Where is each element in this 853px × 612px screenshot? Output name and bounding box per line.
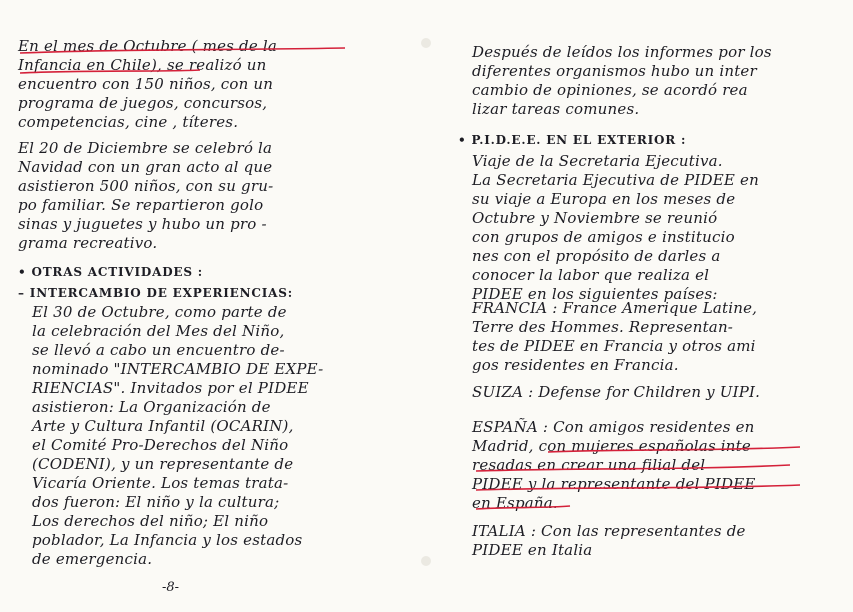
text-line: se llevó a cabo un encuentro de- [32,341,285,359]
text-line: En el mes de Octubre ( mes de la [18,37,278,55]
text-line: de emergencia. [32,550,153,568]
text-line: (CODENI), y un representante de [32,455,294,473]
text-line: PIDEE y la representante del PIDEE [472,475,756,493]
text-line: poblador, La Infancia y los estados [32,531,303,549]
text-line: El 30 de Octubre, como parte de [32,303,287,321]
text-line: Octubre y Noviembre se reunió [472,209,718,227]
text-line: Infancia en Chile), se realizó un [18,56,267,74]
text-line: gos residentes en Francia. [472,356,679,374]
text-line: nominado "INTERCAMBIO DE EXPE- [32,360,324,378]
text-line: po familiar. Se repartieron golo [18,196,264,214]
text-line: Madrid, con mujeres españolas inte [472,437,751,455]
text-line: Arte y Cultura Infantil (OCARIN), [32,417,294,435]
text-line: Los derechos del niño; El niño [32,512,269,530]
text-line: lizar tareas comunes. [472,100,640,118]
text-line: nes con el propósito de darles a [472,247,721,265]
text-line: SUIZA : Defense for Children y UIPI. [472,383,761,401]
text-line: Vicaría Oriente. Los temas trata- [32,474,289,492]
text-line: resadas en crear una filial del [472,456,706,474]
text-line: competencias, cine , títeres. [18,113,239,131]
text-line: dos fueron: El niño y la cultura; [32,493,280,511]
section-heading: • OTRAS ACTIVIDADES : [18,265,204,279]
text-line: cambio de opiniones, se acordó rea [472,81,748,99]
page-number: -8- [162,580,180,595]
binder-hole-bottom [421,556,431,566]
text-line: diferentes organismos hubo un inter [472,62,757,80]
text-line: con grupos de amigos e institucio [472,228,735,246]
text-line: PIDEE en los siguientes países: [472,285,718,303]
text-line: Después de leídos los informes por los [472,43,772,61]
text-line: El 20 de Diciembre se celebró la [18,139,273,157]
text-line: FRANCIA : France Amerique Latine, [472,299,758,317]
text-line: Terre des Hommes. Representan- [472,318,734,336]
text-line: en España. [472,494,558,512]
binder-hole-top [421,38,431,48]
text-line: ITALIA : Con las representantes de [472,522,746,540]
text-line: programa de juegos, concursos, [18,94,268,112]
text-line: PIDEE en Italia [472,541,593,559]
text-line: tes de PIDEE en Francia y otros ami [472,337,756,355]
text-line: la celebración del Mes del Niño, [32,322,285,340]
text-line: asistieron 500 niños, con su gru- [18,177,274,195]
text-line: Navidad con un gran acto al que [18,158,273,176]
text-line: encuentro con 150 niños, con un [18,75,274,93]
text-line: su viaje a Europa en los meses de [472,190,736,208]
text-line: ESPAÑA : Con amigos residentes en [472,418,755,436]
text-line: Viaje de la Secretaria Ejecutiva. [472,152,723,170]
subsection-heading: – INTERCAMBIO DE EXPERIENCIAS: [18,286,293,300]
text-line: asistieron: La Organización de [32,398,271,416]
text-line: La Secretaria Ejecutiva de PIDEE en [472,171,759,189]
text-line: sinas y juguetes y hubo un pro - [18,215,267,233]
text-line: el Comité Pro-Derechos del Niño [32,436,289,454]
text-line: conocer la labor que realiza el [472,266,710,284]
text-line: grama recreativo. [18,234,158,252]
text-line: RIENCIAS". Invitados por el PIDEE [32,379,309,397]
section-heading: • P.I.D.E.E. EN EL EXTERIOR : [458,133,687,147]
